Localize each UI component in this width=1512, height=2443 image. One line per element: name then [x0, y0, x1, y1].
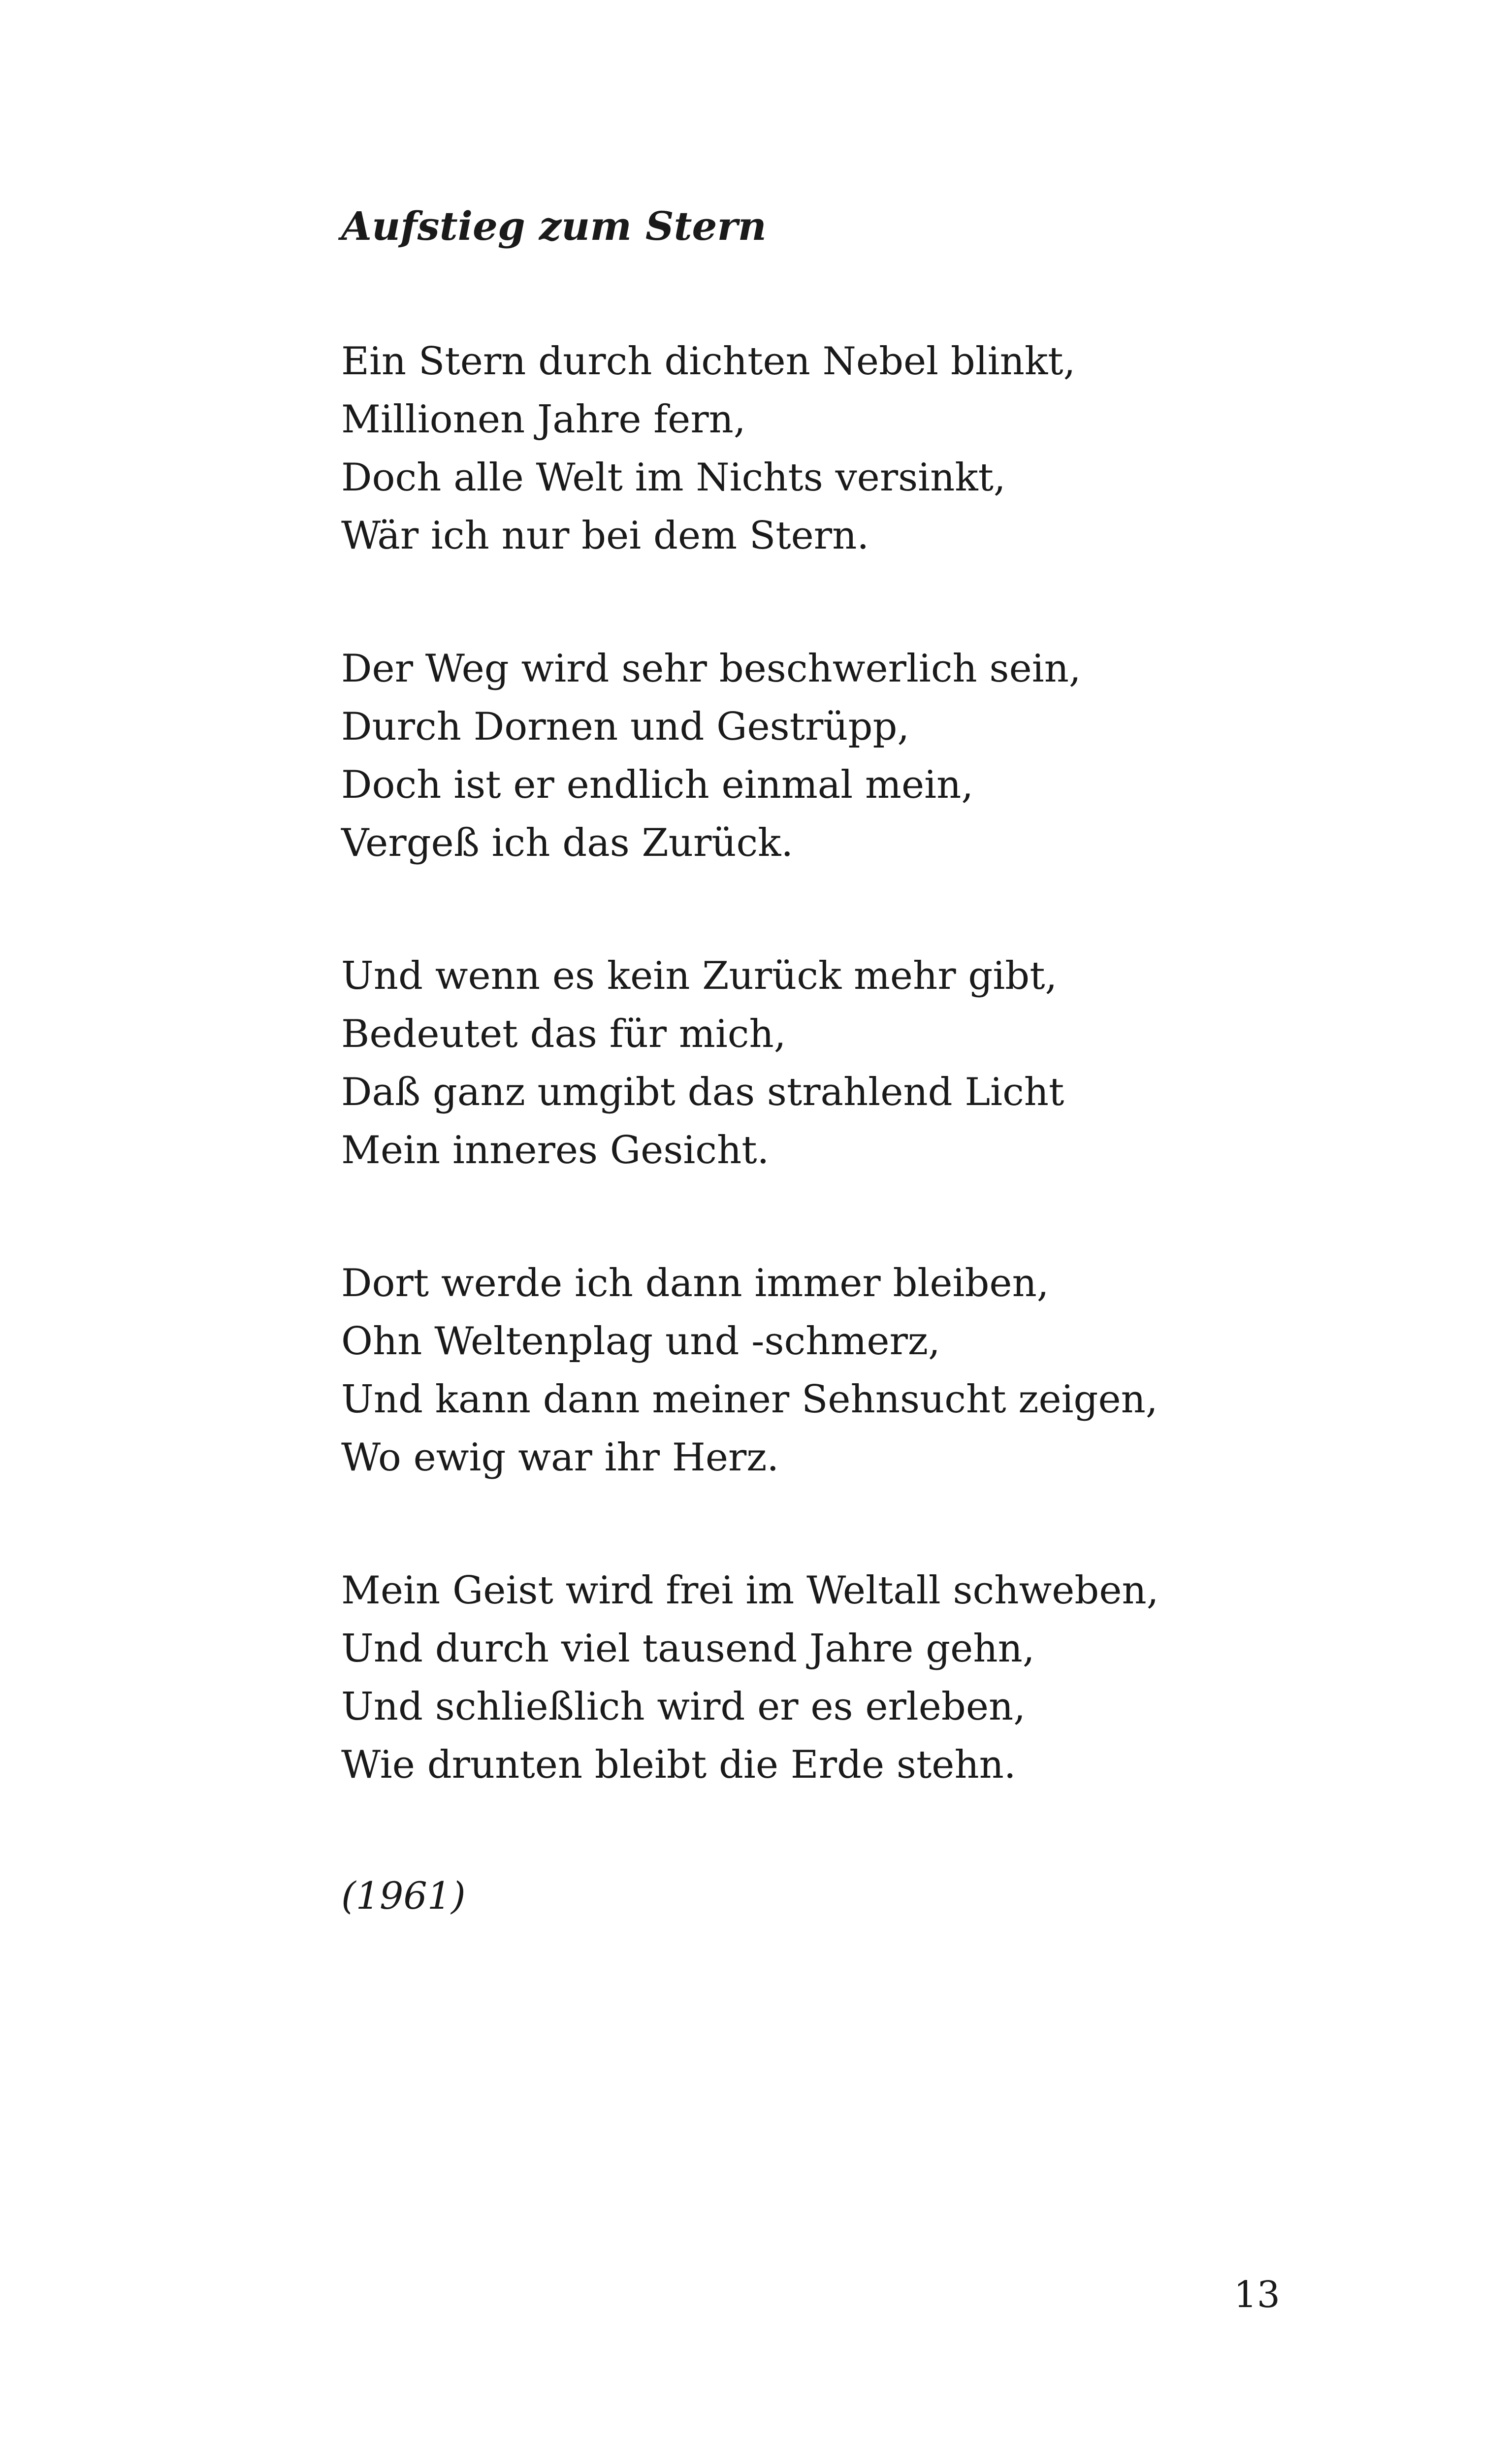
poem-line: Doch ist er endlich einmal mein,: [341, 763, 974, 807]
poem-title: Aufstieg zum Stern: [341, 203, 767, 249]
poem-line: Daß ganz umgibt das strahlend Licht: [341, 1070, 1064, 1114]
poem-line: Mein inneres Gesicht.: [341, 1128, 770, 1173]
stanza-4: [341, 1254, 1277, 1487]
poem-line: Und schließlich wird er es erleben,: [341, 1685, 1026, 1729]
page-number: 13: [1233, 2274, 1280, 2316]
poem-line: Mein Geist wird frei im Weltall schweben,: [341, 1568, 1159, 1613]
poem-line: Millionen Jahre fern,: [341, 397, 746, 442]
stanza-1: [341, 332, 1277, 565]
poem-line: Wär ich nur bei dem Stern.: [341, 514, 869, 558]
poem-line: Dort werde ich dann immer bleiben,: [341, 1261, 1049, 1305]
poem-line: Der Weg wird sehr beschwerlich sein,: [341, 647, 1081, 691]
poem-line: Und durch viel tausend Jahre gehn,: [341, 1627, 1035, 1671]
poem-line: Durch Dornen und Gestrüpp,: [341, 705, 910, 749]
poem-line: Doch alle Welt im Nichts versinkt,: [341, 456, 1006, 500]
poem: [341, 197, 1277, 1925]
poem-line: Und kann dann meiner Sehnsucht zeigen,: [341, 1377, 1158, 1422]
poem-stanzas: [341, 332, 1277, 1794]
stanza-5: [341, 1562, 1277, 1794]
stanza-3: [341, 947, 1277, 1179]
poem-line: Vergeß ich das Zurück.: [341, 821, 794, 865]
poem-line: Bedeutet das für mich,: [341, 1012, 786, 1056]
poem-line: Wie drunten bleibt die Erde stehn.: [341, 1743, 1016, 1787]
poem-year: (1961): [341, 1874, 466, 1918]
poem-line: Wo ewig war ihr Herz.: [341, 1435, 779, 1480]
poem-line: Und wenn es kein Zurück mehr gibt,: [341, 954, 1058, 998]
poem-line: Ohn Weltenplag und -schmerz,: [341, 1319, 940, 1364]
poem-line: Ein Stern durch dichten Nebel blinkt,: [341, 339, 1076, 384]
stanza-2: [341, 640, 1277, 872]
